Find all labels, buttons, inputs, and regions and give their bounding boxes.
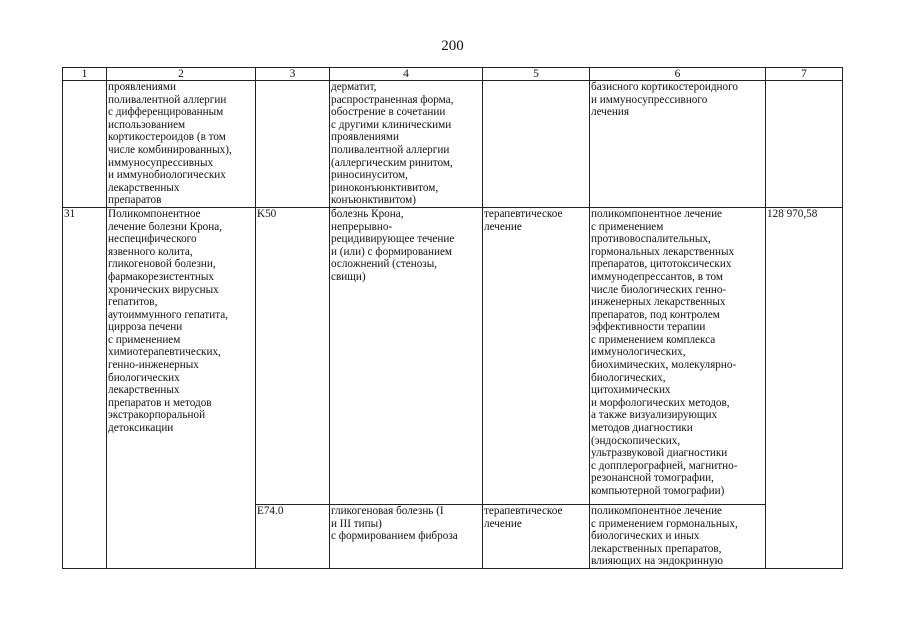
icd-code-cell: K50 [256, 207, 330, 504]
price-cell [766, 81, 843, 208]
treatment-method-cell: базисного кортикостероидного и иммуносупрессивного лечения [590, 81, 766, 208]
table-row-continued [63, 81, 843, 208]
row-number-cell [63, 81, 107, 208]
treatment-name-cell: проявлениями поливалентной аллергии с дифференцированным использованием кортикостероидов (в том числе комбинированных), иммуносупрессивных и иммунобиологических лекарственных препаратов [107, 81, 256, 208]
icd-code-cell [256, 81, 330, 208]
patient-model-cell: дерматит, распространенная форма, обострение в сочетании с другими клиническими проявлениями поливалентной аллергии (аллергическим ринитом, риносинуситом, риноконъюнктивитом, конъюнктивитом) [330, 81, 483, 208]
column-header: 1 [63, 68, 107, 81]
column-header: 3 [256, 68, 330, 81]
treatment-method-cell: поликомпонентное лечение с применением гормональных, биологических и иных лекарственных препаратов, влияющих на эндокринную [590, 504, 766, 568]
treatment-type-cell: терапевтическое лечение [483, 207, 590, 504]
column-header: 7 [766, 68, 843, 81]
column-header: 5 [483, 68, 590, 81]
column-header: 6 [590, 68, 766, 81]
patient-model-cell: гликогеновая болезнь (I и III типы) с формированием фиброза [330, 504, 483, 568]
column-header: 2 [107, 68, 256, 81]
table-row-31 [63, 207, 843, 504]
row-number-cell: 31 [63, 207, 107, 568]
price-cell: 128 970,58 [766, 207, 843, 568]
patient-model-cell: болезнь Крона, непрерывно- рецидивирующее течение и (или) с формированием осложнений (стенозы, свищи) [330, 207, 483, 504]
icd-code-cell: E74.0 [256, 504, 330, 568]
page-number: 200 [441, 38, 464, 54]
treatment-type-cell: терапевтическое лечение [483, 504, 590, 568]
column-number-row [63, 68, 843, 81]
column-header: 4 [330, 68, 483, 81]
treatment-method-cell: поликомпонентное лечение с применением противовоспалительных, гормональных лекарственных препаратов, цитотоксических иммунодепрессантов, в том числе биологических генно- инженерных лекарственных препаратов, под контролем эффективности терапии с применением комплекса иммунологических, биохимических, молекулярно- биологических, цитохимических и морфологических методов, а также визуализирующих методов диагностики (эндоскопических, ультразвуковой диагностики с допплерографией, магнитно- резонансной томографии, компьютерной томографии) [590, 207, 766, 504]
services-table [62, 67, 843, 569]
treatment-name-cell: Поликомпонентное лечение болезни Крона, неспецифического язвенного колита, гликогеновой болезни, фармакорезистентных хронических вирусных гепатитов, аутоиммунного гепатита, цирроза печени с применением химиотерапевтических, генно-инженерных биологических лекарственных препаратов и методов экстракорпоральной детоксикации [107, 207, 256, 568]
treatment-type-cell [483, 81, 590, 208]
